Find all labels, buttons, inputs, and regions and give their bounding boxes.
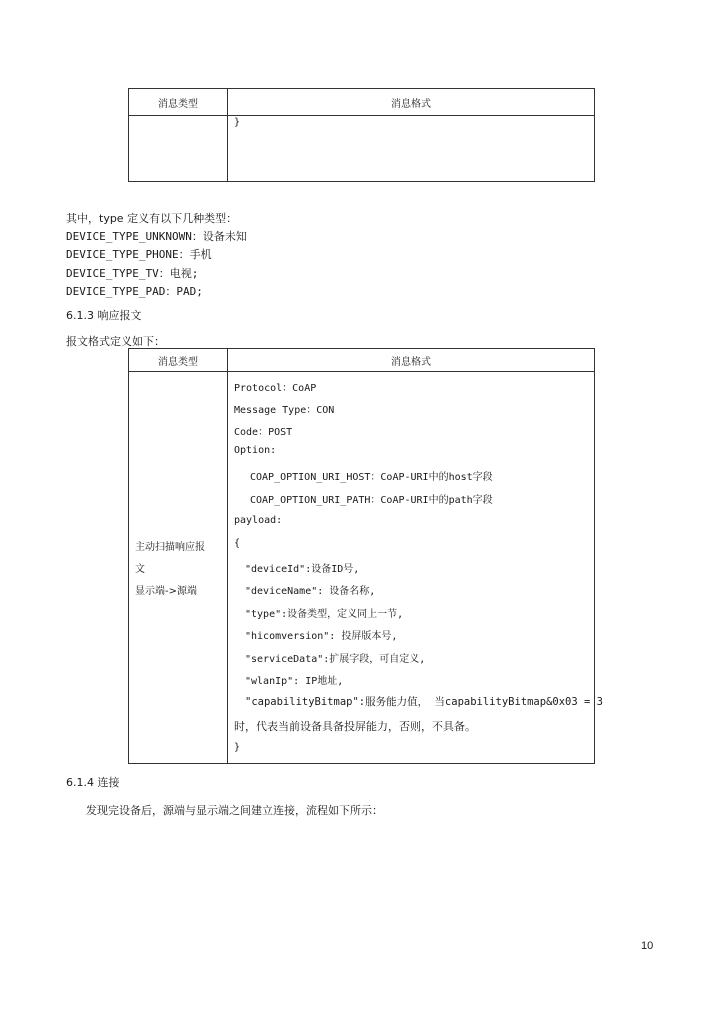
connection-paragraph: 发现完设备后，源端与显示端之间建立连接，流程如下所示： xyxy=(86,804,383,817)
format-line-uri-host: COAP_OPTION_URI_HOST：CoAP-URI中的host字段 xyxy=(250,472,493,483)
format-line-code: Code：POST xyxy=(234,427,293,438)
format-line-payload: payload: xyxy=(234,515,283,526)
format-line-close-brace: } xyxy=(234,742,241,753)
type-item-tv: DEVICE_TYPE_TV：电视; xyxy=(66,267,199,280)
format-line-capability-desc: 时，代表当前设备具备投屏能力，否则，不具备。 xyxy=(234,720,476,733)
msg-type-line-1: 主动扫描响应报 xyxy=(135,542,205,553)
format-line-type: "type":设备类型，定义同上一节, xyxy=(245,609,404,620)
format-line-message-type: Message Type：CON xyxy=(234,405,335,416)
type-item-phone: DEVICE_TYPE_PHONE：手机 xyxy=(66,248,212,261)
format-line-device-name: "deviceName": 设备名称, xyxy=(245,586,376,597)
table-cell-format: } xyxy=(234,117,241,128)
format-line-capability-bitmap: "capabilityBitmap":服务能力值， 当capabilityBitmap&0x03 = 3 xyxy=(245,696,603,708)
table-header-divider xyxy=(129,115,594,116)
response-message-table xyxy=(128,348,603,764)
msg-type-line-2: 文 xyxy=(135,564,145,575)
message-table-continued xyxy=(128,88,595,182)
format-intro-text: 报文格式定义如下： xyxy=(66,335,165,348)
type-item-pad: DEVICE_TYPE_PAD：PAD; xyxy=(66,285,203,298)
table-header-message-type: 消息类型 xyxy=(158,357,198,368)
format-line-open-brace: { xyxy=(234,538,241,549)
format-line-hicomversion: "hicomversion": 投屏版本号, xyxy=(245,631,398,642)
table-header-divider xyxy=(129,371,594,372)
format-line-option: Option: xyxy=(234,445,277,456)
section-heading-connection: 6.1.4 连接 xyxy=(66,776,120,789)
format-line-wlan-ip: "wlanIp": IP地址, xyxy=(245,676,344,687)
table-column-divider xyxy=(227,349,228,763)
msg-type-line-3: 显示端->源端 xyxy=(135,586,197,597)
section-heading-response: 6.1.3 响应报文 xyxy=(66,309,142,322)
format-line-uri-path: COAP_OPTION_URI_PATH：CoAP-URI中的path字段 xyxy=(250,495,493,506)
format-line-protocol: Protocol：CoAP xyxy=(234,383,317,394)
type-item-unknown: DEVICE_TYPE_UNKNOWN：设备未知 xyxy=(66,230,247,243)
page-number: 10 xyxy=(641,940,654,952)
type-intro-text: 其中，type 定义有以下几种类型： xyxy=(66,212,238,225)
table-header-message-format: 消息格式 xyxy=(391,99,431,110)
format-line-device-id: "deviceId":设备ID号, xyxy=(245,564,360,575)
format-line-service-data: "serviceData":扩展字段，可自定义, xyxy=(245,654,426,665)
table-header-message-format: 消息格式 xyxy=(391,357,431,368)
table-header-message-type: 消息类型 xyxy=(158,99,198,110)
